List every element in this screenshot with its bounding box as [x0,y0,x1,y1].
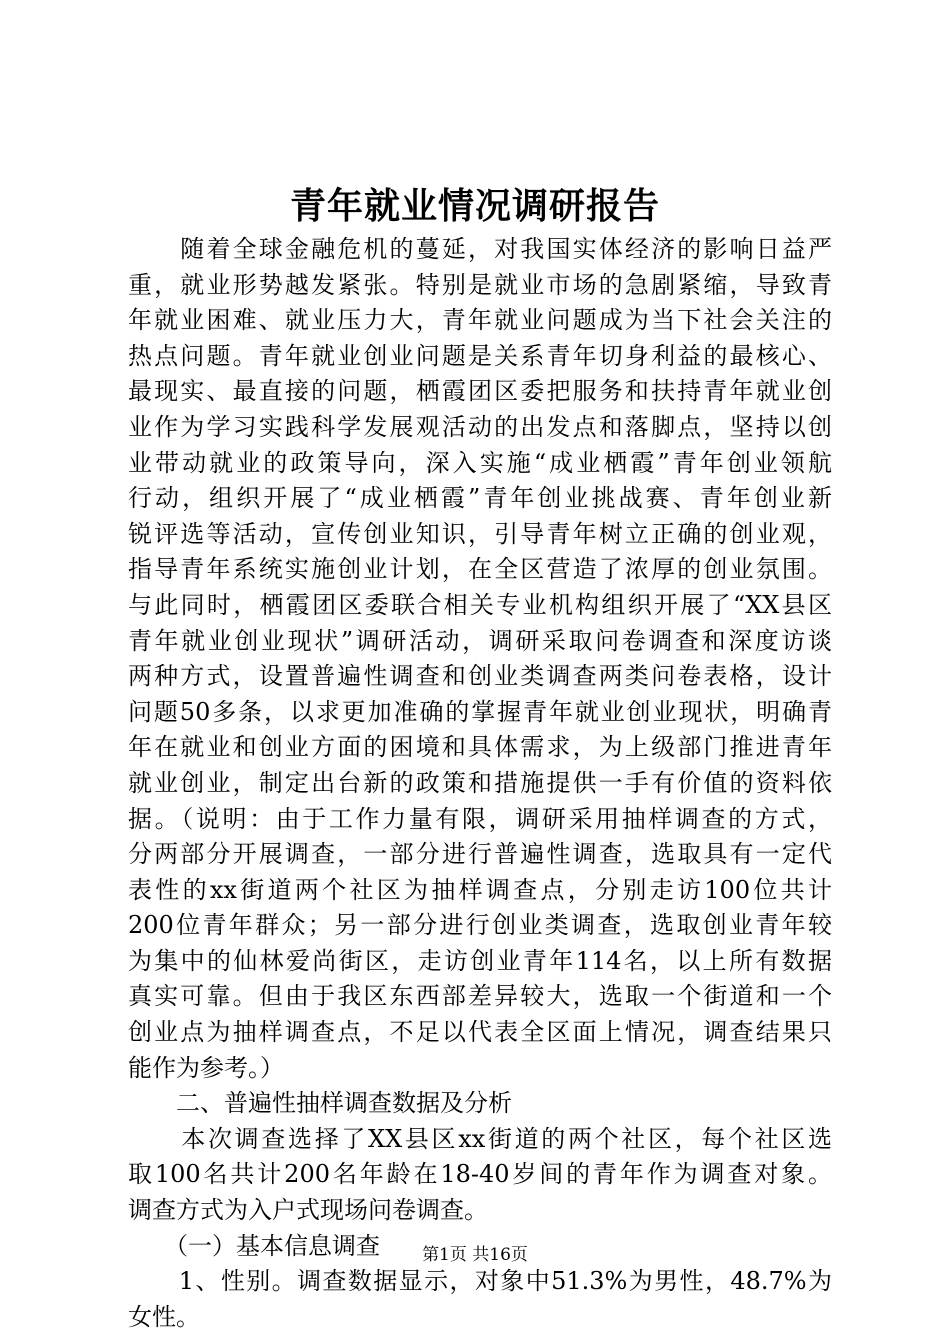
text-line: 为集中的仙林爱尚街区，走访创业青年114名，以上所有数据 [128,946,832,975]
text-line: 分两部分开展调查，一部分进行普遍性调查，选取具有一定代 [128,840,832,869]
text-line: 取100名共计200名年龄在18-40岁间的青年作为调查对象。 [128,1160,832,1189]
text-line: 本次调查选择了XX县区xx街道的两个社区，每个社区选 [128,1124,832,1153]
page-footer: 第1页 共16页 [422,1245,528,1265]
text-line: 就业创业，制定出台新的政策和措施提供一手有价值的资料依 [128,768,832,797]
text-line: 业带动就业的政策导向，深入实施“成业栖霞”青年创业领航 [128,448,832,477]
text-line: 表性的xx街道两个社区为抽样调查点，分别走访100位共计 [128,875,832,904]
text-line: 1、性别。调查数据显示，对象中51.3%为男性，48.7%为 [128,1267,832,1296]
text-line: 与此同时，栖霞团区委联合相关专业机构组织开展了“XX县区 [128,590,832,619]
text-line: 年在就业和创业方面的困境和具体需求，为上级部门推进青年 [128,733,832,762]
text-line: 据。（说明：由于工作力量有限，调研采用抽样调查的方式， [128,804,832,833]
page-title: 青年就业情况调研报告 [289,186,660,227]
text-line: 年就业困难、就业压力大，青年就业问题成为当下社会关注的 [128,306,832,335]
text-line: 两种方式，设置普遍性调查和创业类调查两类问卷表格，设计 [128,662,832,691]
text-line: 热点问题。青年就业创业问题是关系青年切身利益的最核心、 [128,341,832,370]
text-line: 能作为参考。） [128,1053,284,1082]
text-line: 最现实、最直接的问题，栖霞团区委把服务和扶持青年就业创 [128,377,832,406]
text-line: 行动，组织开展了“成业栖霞”青年创业挑战赛、青年创业新 [128,484,832,513]
text-line: 指导青年系统实施创业计划，在全区营造了浓厚的创业氛围。 [128,555,832,584]
text-line: 调查方式为入户式现场问卷调查。 [128,1196,488,1225]
text-line: 真实可靠。但由于我区东西部差异较大，选取一个街道和一个 [128,982,832,1011]
text-line: 问题50多条，以求更加准确的掌握青年就业创业现状，明确青 [128,697,832,726]
text-line: 女性。 [128,1302,200,1331]
text-line: 重，就业形势越发紧张。特别是就业市场的急剧紧缩，导致青 [128,270,832,299]
text-line: 随着全球金融危机的蔓延，对我国实体经济的影响日益严 [128,235,832,263]
text-line: （一）基本信息调查 [128,1231,380,1260]
text-line: 创业点为抽样调查点，不足以代表全区面上情况，调查结果只 [128,1018,832,1047]
text-line: 青年就业创业现状”调研活动，调研采取问卷调查和深度访谈 [128,626,832,655]
report-body [128,232,832,1335]
text-line: 锐评选等活动，宣传创业知识，引导青年树立正确的创业观， [128,519,832,548]
text-line: 二、普遍性抽样调查数据及分析 [128,1089,512,1118]
text-line: 业作为学习实践科学发展观活动的出发点和落脚点，坚持以创 [128,412,832,441]
text-line: 200位青年群众；另一部分进行创业类调查，选取创业青年较 [128,911,832,940]
